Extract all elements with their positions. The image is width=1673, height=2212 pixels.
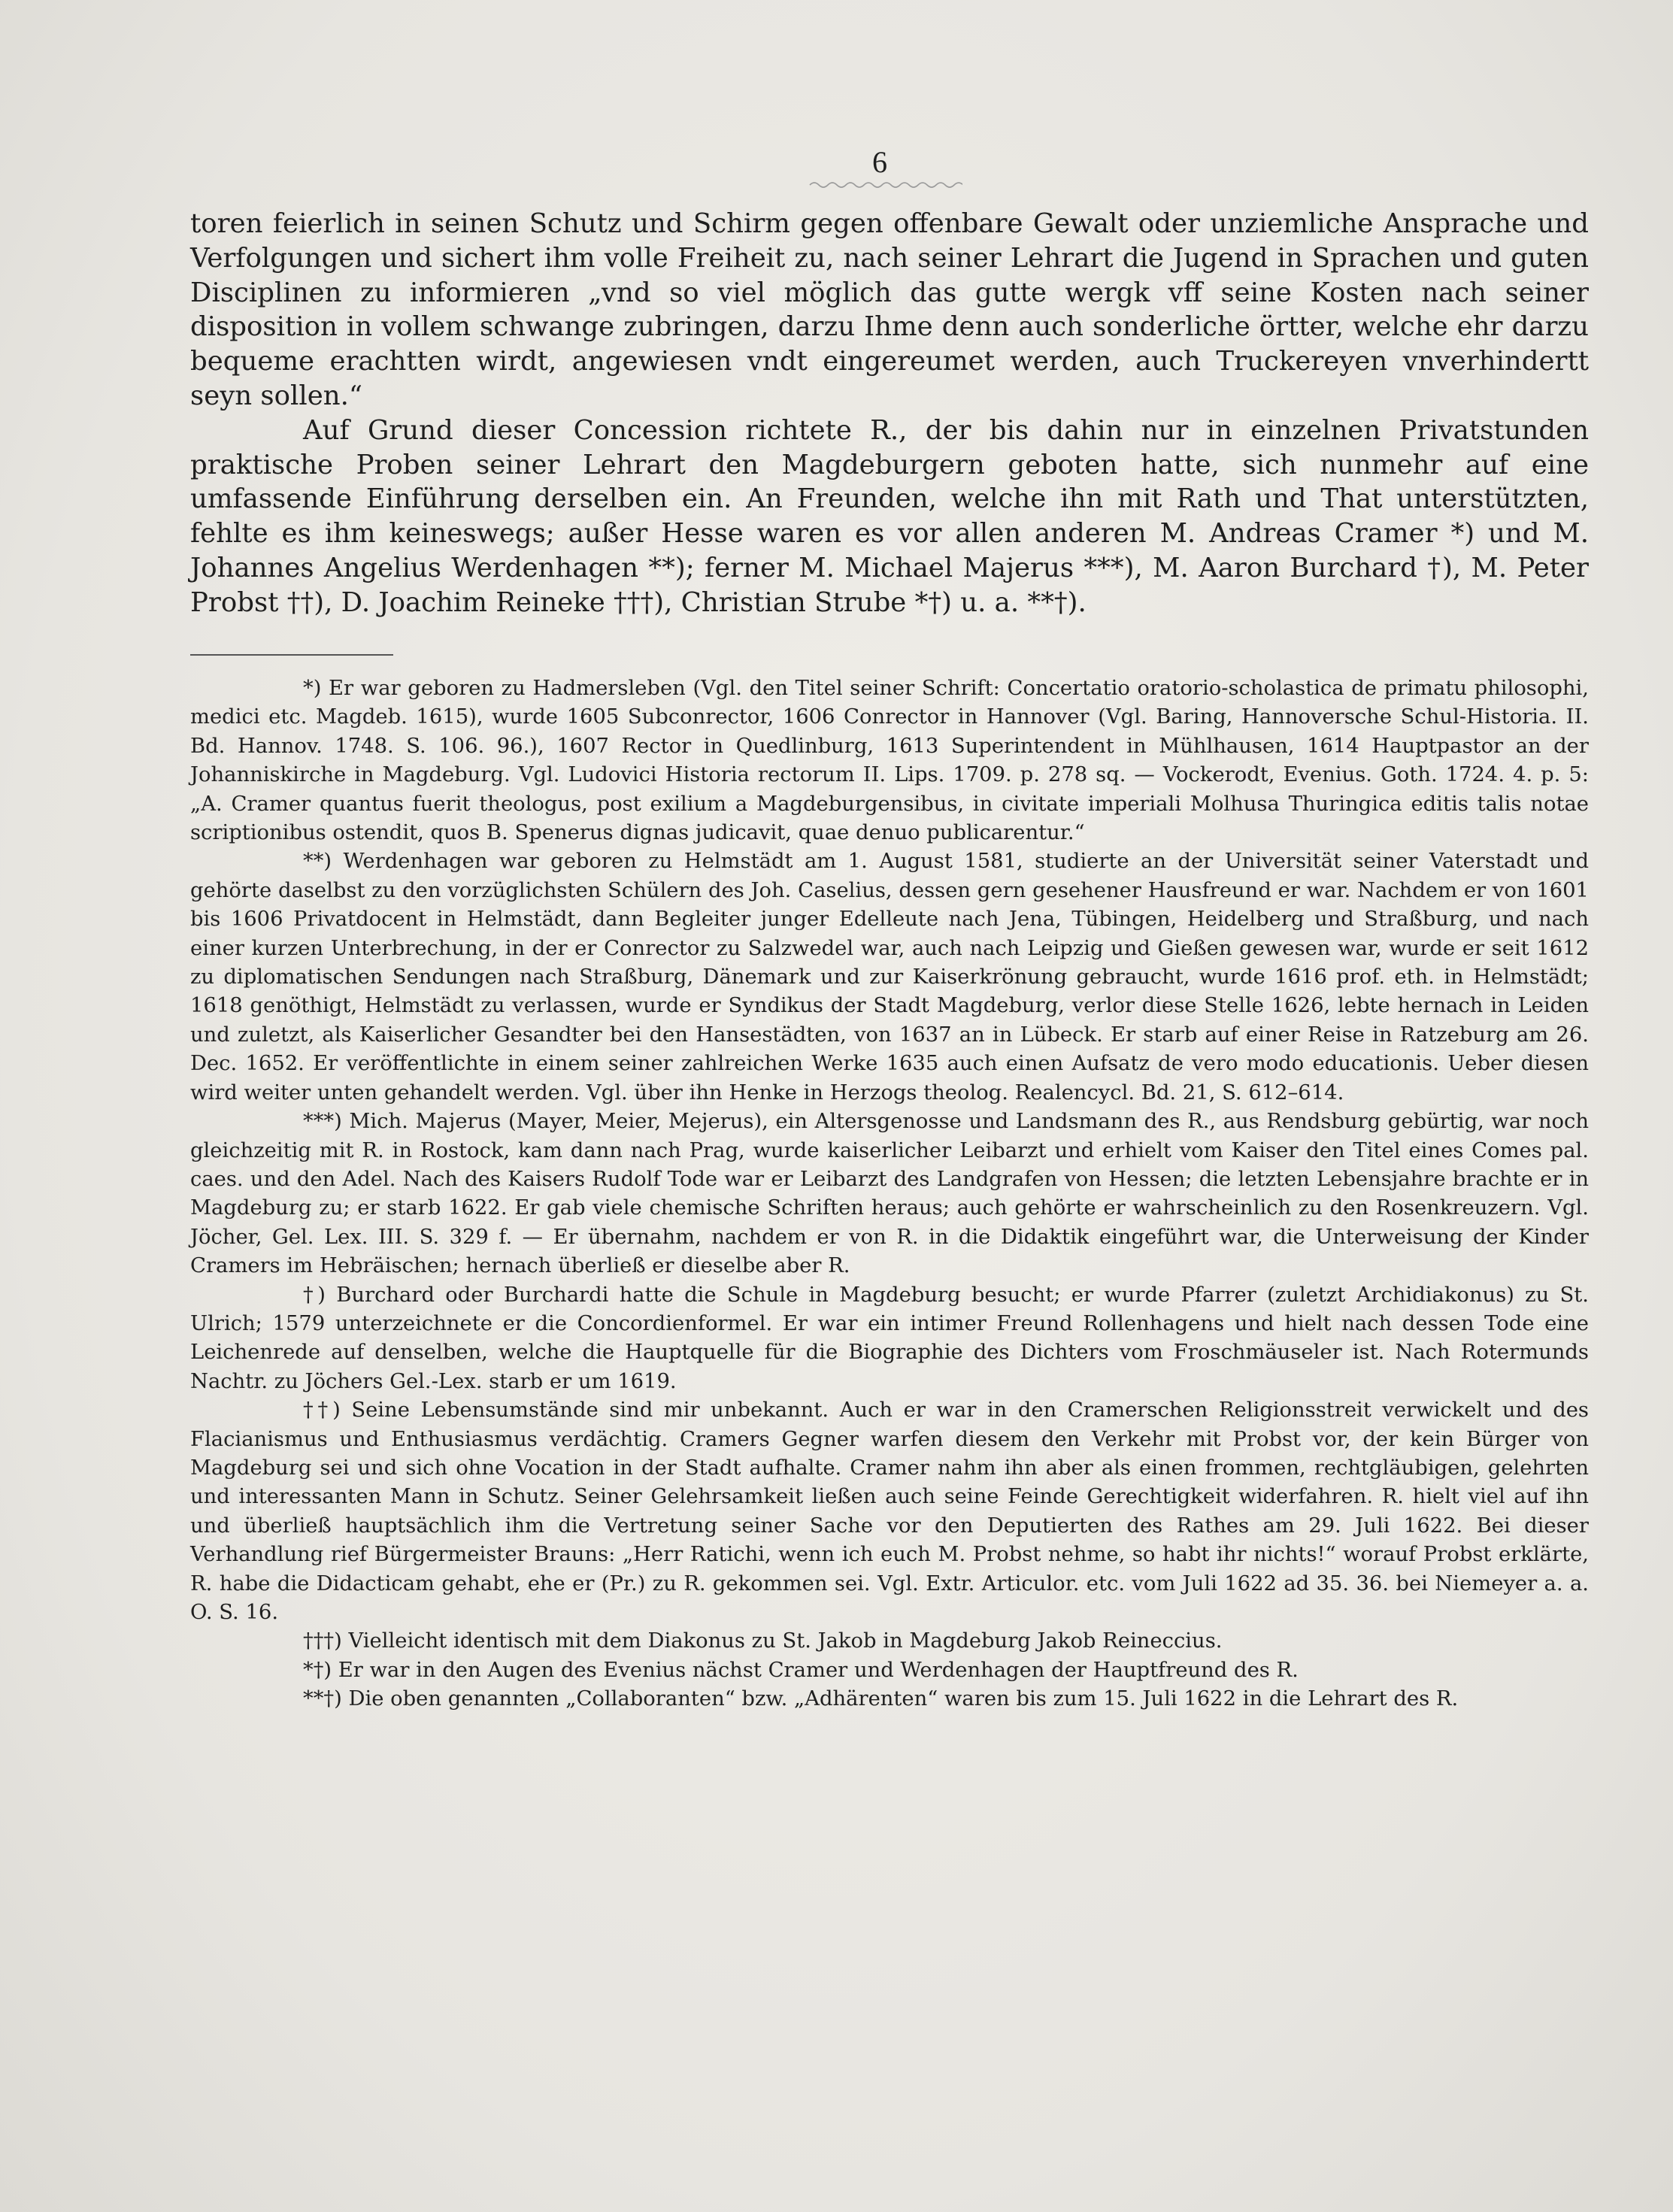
main-text bbox=[190, 207, 1589, 620]
footnote bbox=[190, 674, 1589, 847]
paragraph: toren feierlich in seinen Schutz und Schirm gegen offenbare Gewalt oder unziemliche Ansprache und Verfolgungen und sichert ihm volle Freiheit zu, nach seiner Lehrart die Jugend in Sprachen und guten Disciplinen zu informieren „vnd so viel möglich das gutte wergk vff seine Kosten nach seiner disposition in vollem schwange zubringen, darzu Ihme denn auch sonderliche örtter, welche ehr darzu bequeme erachtten wirdt, angewiesen vndt eingereumet werden, auch Truckereyen vnverhindertt seyn sollen.“ bbox=[190, 208, 1589, 411]
footnote-text: Burchard oder Burchardi hatte die Schule in Magdeburg besucht; er wurde Pfarrer (zuletzt Archidiakonus) zu St. Ulrich; 1579 unterzeichnete er die Concordienformel. Er war ein intimer Freund Rollenhagens und hielt nach dessen Tode eine Leichenrede auf denselben, welche die Hauptquelle für die Biographie des Dichters vom Froschmäuseler ist. Nach Rotermunds Nachtr. zu Jöchers Gel.-Lex. starb er um 1619. bbox=[190, 1283, 1589, 1393]
footnote bbox=[190, 1685, 1589, 1714]
footnotes bbox=[190, 674, 1589, 1714]
footnote-text: Seine Lebensumstände sind mir unbekannt. Auch er war in den Cramerschen Religionsstreit verwickelt und des Flacianismus und Enthusiasmus verdächtig. Cramers Gegner warfen diesem den Verkehr mit Probst vor, der kein Bürger von Magdeburg sei und sich ohne Vocation in der Stadt aufhalte. Cramer nahm ihn aber als einen frommen, rechtgläubigen, gelehrten und interessanten Mann in Schutz. Seiner Gelehrsamkeit ließen auch seine Feinde Gerechtigkeit widerfahren. R. hielt viel auf ihn und überließ hauptsächlich ihm die Vertretung seiner Sache vor den Deputierten des Rathes am 29. Juli 1622. Bei dieser Verhandlung rief Bürgermeister Brauns: „Herr Ratichi, wenn ich euch M. Probst nehme, so habt ihr nichts!“ worauf Probst erklärte, R. habe die Didacticam gehabt, ehe er (Pr.) zu R. gekommen sei. Vgl. Extr. Articulor. etc. vom Juli 1622 ad 35. 36. bei Niemeyer a. a. O. S. 16. bbox=[190, 1398, 1589, 1624]
footnote-text: Er war geboren zu Hadmersleben (Vgl. den Titel seiner Schrift: Concertatio oratorio-scholastica de primatu philosophi, medici etc. Magdeb. 1615), wurde 1605 Subconrector, 1606 Conrector in Hannover (Vgl. Baring, Hannoversche Schul-Historia. II. Bd. Hannov. 1748. S. 106. 96.), 1607 Rector in Quedlinburg, 1613 Superintendent in Mühlhausen, 1614 Hauptpastor an der Johanniskirche in Magdeburg. Vgl. Ludovici Historia rectorum II. Lips. 1709. p. 278 sq. — Vockerodt, Evenius. Goth. 1724. 4. p. 5: „A. Cramer quantus fuerit theologus, post exilium a Magdeburgensibus, in civitate imperiali Molhusa Thuringica editis talis notae scriptionibus ostendit, quos B. Spenerus dignas judicavit, quae denuo publicarentur.“ bbox=[190, 677, 1589, 845]
footnote-mark: **) bbox=[303, 850, 332, 874]
footnote-mark: †††) bbox=[303, 1629, 342, 1653]
footnote-mark: ***) bbox=[303, 1110, 342, 1134]
footnote-mark: *) bbox=[303, 677, 322, 700]
footnote-text: Die oben genannten „Collaboranten“ bzw. „Adhärenten“ waren bis zum 15. Juli 1622 in die Lehrart des R. bbox=[348, 1687, 1459, 1711]
footnote-text: Mich. Majerus (Mayer, Meier, Mejerus), ein Altersgenosse und Landsmann des R., aus Rendsburg gebürtig, war noch gleichzeitig mit R. in Rostock, kam dann nach Prag, wurde kaiserlicher Leibarzt und erhielt vom Kaiser den Titel eines Comes pal. caes. und den Adel. Nach des Kaisers Rudolf Tode war er Leibarzt des Landgrafen von Hessen; die letzten Lebensjahre brachte er in Magdeburg zu; er starb 1622. Er gab viele chemische Schriften heraus; auch gehörte er wahrscheinlich zu den Rosenkreuzern. Vgl. Jöcher, Gel. Lex. III. S. 329 f. — Er übernahm, nachdem er von R. in die Didaktik eingeführt war, die Unterweisung der Kinder Cramers im Hebräischen; hernach überließ er dieselbe aber R. bbox=[190, 1110, 1589, 1278]
footnote-text: Er war in den Augen des Evenius nächst Cramer und Werdenhagen der Hauptfreund des R. bbox=[338, 1658, 1299, 1682]
footnote-rule bbox=[190, 654, 393, 656]
footnote-mark: **†) bbox=[303, 1687, 342, 1711]
ornament-divider bbox=[808, 179, 962, 189]
footnote-mark: ††) bbox=[303, 1398, 341, 1423]
footnote bbox=[190, 847, 1589, 1108]
page-number: 6 bbox=[872, 145, 887, 179]
footnote bbox=[190, 1281, 1589, 1397]
footnote bbox=[190, 1396, 1589, 1627]
footnote-text: Werdenhagen war geboren zu Helmstädt am 1. August 1581, studierte an der Universität seiner Vaterstadt und gehörte daselbst zu den vorzüglichsten Schülern des Joh. Caselius, dessen gern gesehener Hausfreund er war. Nachdem er von 1601 bis 1606 Privatdocent in Helmstädt, dann Begleiter junger Edelleute nach Jena, Tübingen, Heidelberg und Straßburg, und nach einer kurzen Unterbrechung, in der er Conrector zu Salzwedel war, auch nach Leipzig und Gießen gewesen war, wurde er seit 1612 zu diplomatischen Sendungen nach Straßburg, Dänemark und zur Kaiserkrönung gebraucht, wurde 1616 prof. eth. in Helmstädt; 1618 genöthigt, Helmstädt zu verlassen, wurde er Syndikus der Stadt Magdeburg, verlor diese Stelle 1626, lebte hernach in Leiden und zuletzt, als Kaiserlicher Gesandter bei den Hansestädten, von 1637 an in Lübeck. Er starb auf einer Reise in Ratzeburg am 26. Dec. 1652. Er veröffentlichte in einem seiner zahlreichen Werke 1635 auch einen Aufsatz de vero modo educationis. Ueber diesen wird weiter unten gehandelt werden. Vgl. über ihn Henke in Herzogs theolog. Realencycl. Bd. 21, S. 612–614. bbox=[190, 850, 1589, 1104]
footnote bbox=[190, 1108, 1589, 1280]
footnote bbox=[190, 1656, 1589, 1685]
footnote-mark: *†) bbox=[303, 1658, 332, 1682]
footnote-mark: †) bbox=[303, 1283, 326, 1307]
footnote-text: Vielleicht identisch mit dem Diakonus zu St. Jakob in Magdeburg Jakob Reineccius. bbox=[348, 1629, 1223, 1653]
footnote bbox=[190, 1627, 1589, 1656]
paragraph: Auf Grund dieser Concession richtete R., der bis dahin nur in einzelnen Privatstunden praktische Proben seiner Lehrart den Magdeburgern geboten hatte, sich nunmehr auf eine umfassende Einführung derselben ein. An Freunden, welche ihn mit Rath und That unterstützten, fehlte es ihm keineswegs; außer Hesse waren es vor allen anderen M. Andreas Cramer *) und M. Johannes Angelius Werdenhagen **); ferner M. Michael Majerus ***), M. Aaron Burchard †), M. Peter Probst ††), D. Joachim Reineke †††), Christian Strube *†) u. a. **†). bbox=[190, 414, 1589, 618]
